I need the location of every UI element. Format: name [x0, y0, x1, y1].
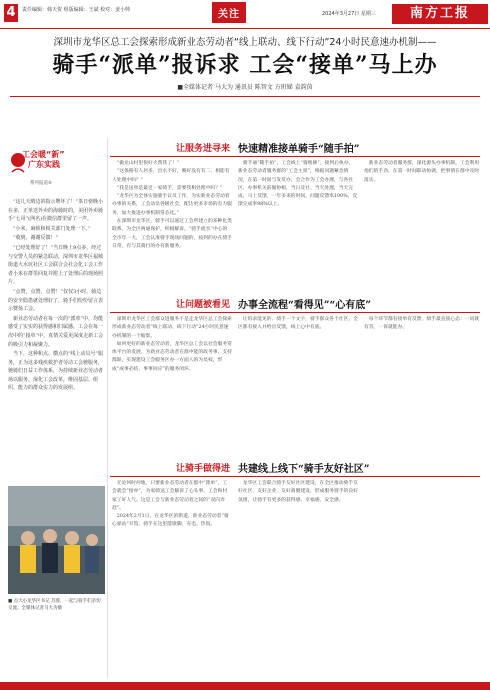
left-paragraph: “小米，麻烦和相关部门处理一下。”: [13, 225, 91, 232]
section-heading-2: [176, 296, 371, 310]
body-paragraph: “做龙山村里很好火帮我了！”: [116, 161, 180, 166]
body-paragraph: 每个环节都有接单有反馈，骑手最直接心态：一问就有答，一诉就能办。: [364, 317, 480, 331]
article-headline: 骑手“派单”报诉求 工会“接单”马上办: [52, 52, 438, 78]
section-2-col-2: [238, 316, 358, 454]
section-rule: [110, 312, 480, 313]
body-paragraph: “我是送单是最近一家骑手，需要我相处理中吗？”: [116, 185, 223, 191]
left-paragraph: “已经处理好了！”当日晚上9点多，经过与交警人员的紧急联动，深圳市龙华区福城街道大水坑社区工会联合会社会化工会工作者小米在群里回复并附上了处理后的现场照片。: [8, 244, 104, 286]
page-bottom-bar: [0, 682, 490, 690]
left-column-text: [8, 198, 104, 480]
section-heading-3: [176, 460, 370, 474]
section-3-col-2: [238, 480, 358, 676]
body-paragraph: “龙华区为全体实施骑手议员工作，为实新业态劳动者办事的关系，工会动员各级社会，配达更多市场的有力服务，加大推进办事机制常态化。”: [112, 194, 232, 216]
headline-divider: [10, 96, 480, 97]
section-1-col-3: [364, 160, 482, 292]
news-photo: [8, 486, 105, 594]
series-tag-title: [22, 150, 65, 170]
body-paragraph: 深圳市龙华区工会群众进服务不是走龙华区总工会探索形成新业态劳动者“线上联动、线下行动”24小时民意速办机制的一个缩影。: [112, 317, 232, 339]
series-subtitle: 系列报道⑥: [30, 181, 53, 186]
section-rule: [110, 476, 480, 477]
section-label-red: 让服务进寻来: [176, 143, 231, 154]
photo-caption: ■ 点大小龙华区书记 苏蓉，一起与骑手们亲切交流。全媒体记者马大为摄: [8, 599, 101, 611]
body-paragraph: 在深圳市龙华区，骑手可以通过工会所建立的多种化类联系，为全区两通保护，积极解诉。“骑手流水”中心的全市年一大，工会认准骑手现场问题的，按到的办在骑手日常，有与其骑行的办有新服务。: [112, 219, 232, 249]
section-rule: [110, 156, 480, 157]
section-2-col-1: [112, 316, 232, 454]
page-number: 4: [4, 4, 18, 22]
section-title: 共建线上线下“骑手友好社区”: [238, 463, 370, 475]
editor-meta: 责任编辑：韩天贺 组版编辑：王斌 校对：姜小帅: [22, 7, 131, 13]
body-paragraph: 无论何时何地，只要新业态劳动者在群中“派单”，工会就会“接单”，为家骑送工会解诉了心头事、工会和村家了好人气。这是工会与新业态劳动者之间的“双向奔赴”。: [112, 481, 228, 511]
left-paragraph: “这几天晴边的指示牌坏了！”茶日傍晚小在多，正单送外卖的海骑时的，美团外卖骑手“七哥”(网名)在微信群里留了一声。: [8, 199, 104, 223]
body-paragraph: 让诉求能见的、骑手一个文字，骑手群众各个社区，全区都有接入并给出反馈，线上心中有底。: [238, 317, 358, 331]
section-2-col-3: [364, 316, 482, 454]
body-paragraph: 龙华区工会联合骑手友好社区建设，在全区推动骑手友好社区、友好企业、友好商圈建设，形成服务骑手的良好氛围，让骑手有更多的获得感、幸福感、安全感。: [238, 481, 358, 503]
section-1-col-2: [238, 160, 358, 292]
section-1-col-1: [112, 160, 232, 292]
series-tag-line1: 工会暖“新”: [22, 150, 65, 159]
section-label-red: 让骑手做得进: [176, 463, 231, 474]
column-divider: [107, 138, 108, 678]
body-paragraph: 骑手通“随手拍”，工会线上“骑维修”，接到后执办，新业态劳动者服务群的“工会主席”，根据问题紧急情况，在第一时间与发反办，会合作为工会办理，与各社区、办事机关前做协相，当日及社、当天处理，当天完成，马上反馈，一年多来的时间，问题反馈率100%，反馈完成率98%以上。: [238, 161, 358, 208]
left-paragraph: “点赞，点赞，点赞！”仅仅3小时，骑边的安全隐患就处理好了，骑手们纷纷留言表示赞扬工会。: [8, 288, 104, 313]
left-paragraph: 当下，这种和点、横点的“线上动员号”服务，正为这多残疾救护者劳动工会驰服务，驰骑们日益工作体系，为持续新业态劳动者场以服务，深化工会改革，维固基层、组织、能力的群众实力的发展组。: [8, 351, 104, 392]
issue-date: 2024年3月27日 星期三: [322, 11, 376, 17]
body-paragraph: 新业态劳动者服务群，深化源头办事机制。工会利用他们的手劲，在第一时间联动协调，把事情在群中及时落实。: [364, 161, 480, 183]
section-heading-1: [176, 140, 360, 154]
section-3-col-1: [112, 480, 232, 676]
body-paragraph: 如何更好的新业态劳动者，龙华区总工会以社会服务常体平台的发展，为新业态劳动者在群中能的政务事，支持群联，实现建设工会服务区办一方面人的为员权，形成“成事必结、事事回应”的服务闭环。: [112, 341, 232, 372]
body-paragraph: “这条路有人居多，出水不好，晚好没有有二、相能有人处理中吗？”: [112, 169, 230, 183]
left-paragraph: 新业态劳动者在每一次的“派单”中，均能感受了实实的获得感和归属感。工会在每一次中的“接单”中，真情关爱更深度走新工会的吸引力和凝聚力。: [8, 315, 104, 348]
section-3-col-3: [364, 480, 482, 676]
series-tag-line2: 广东实践: [28, 160, 60, 169]
left-paragraph: “收到，谢谢反馈！”: [13, 235, 59, 242]
section-title: 快速精准接单骑手“随手拍”: [238, 143, 360, 155]
article-kicker: 深圳市龙华区总工会探索形成新业态劳动者“线上联动、线下行动”24小时民意速办机制——: [53, 37, 437, 48]
article-byline: ■全媒体记者 马大为 通讯员 陈智文 方班娣 袁韵茵: [177, 84, 313, 91]
section-label: 关注: [212, 2, 246, 23]
newspaper-logo: 南方工报: [392, 4, 488, 24]
section-title: 办事全流程“看得见”“心有底”: [238, 299, 372, 311]
body-paragraph: 2024年2月1日，在龙华区的街道，新业态劳动者“骑心驿站”开馆，骑手在这里能歇脚、充电、热饭。: [112, 514, 229, 528]
section-label-red: 让问题被看见: [176, 299, 231, 310]
